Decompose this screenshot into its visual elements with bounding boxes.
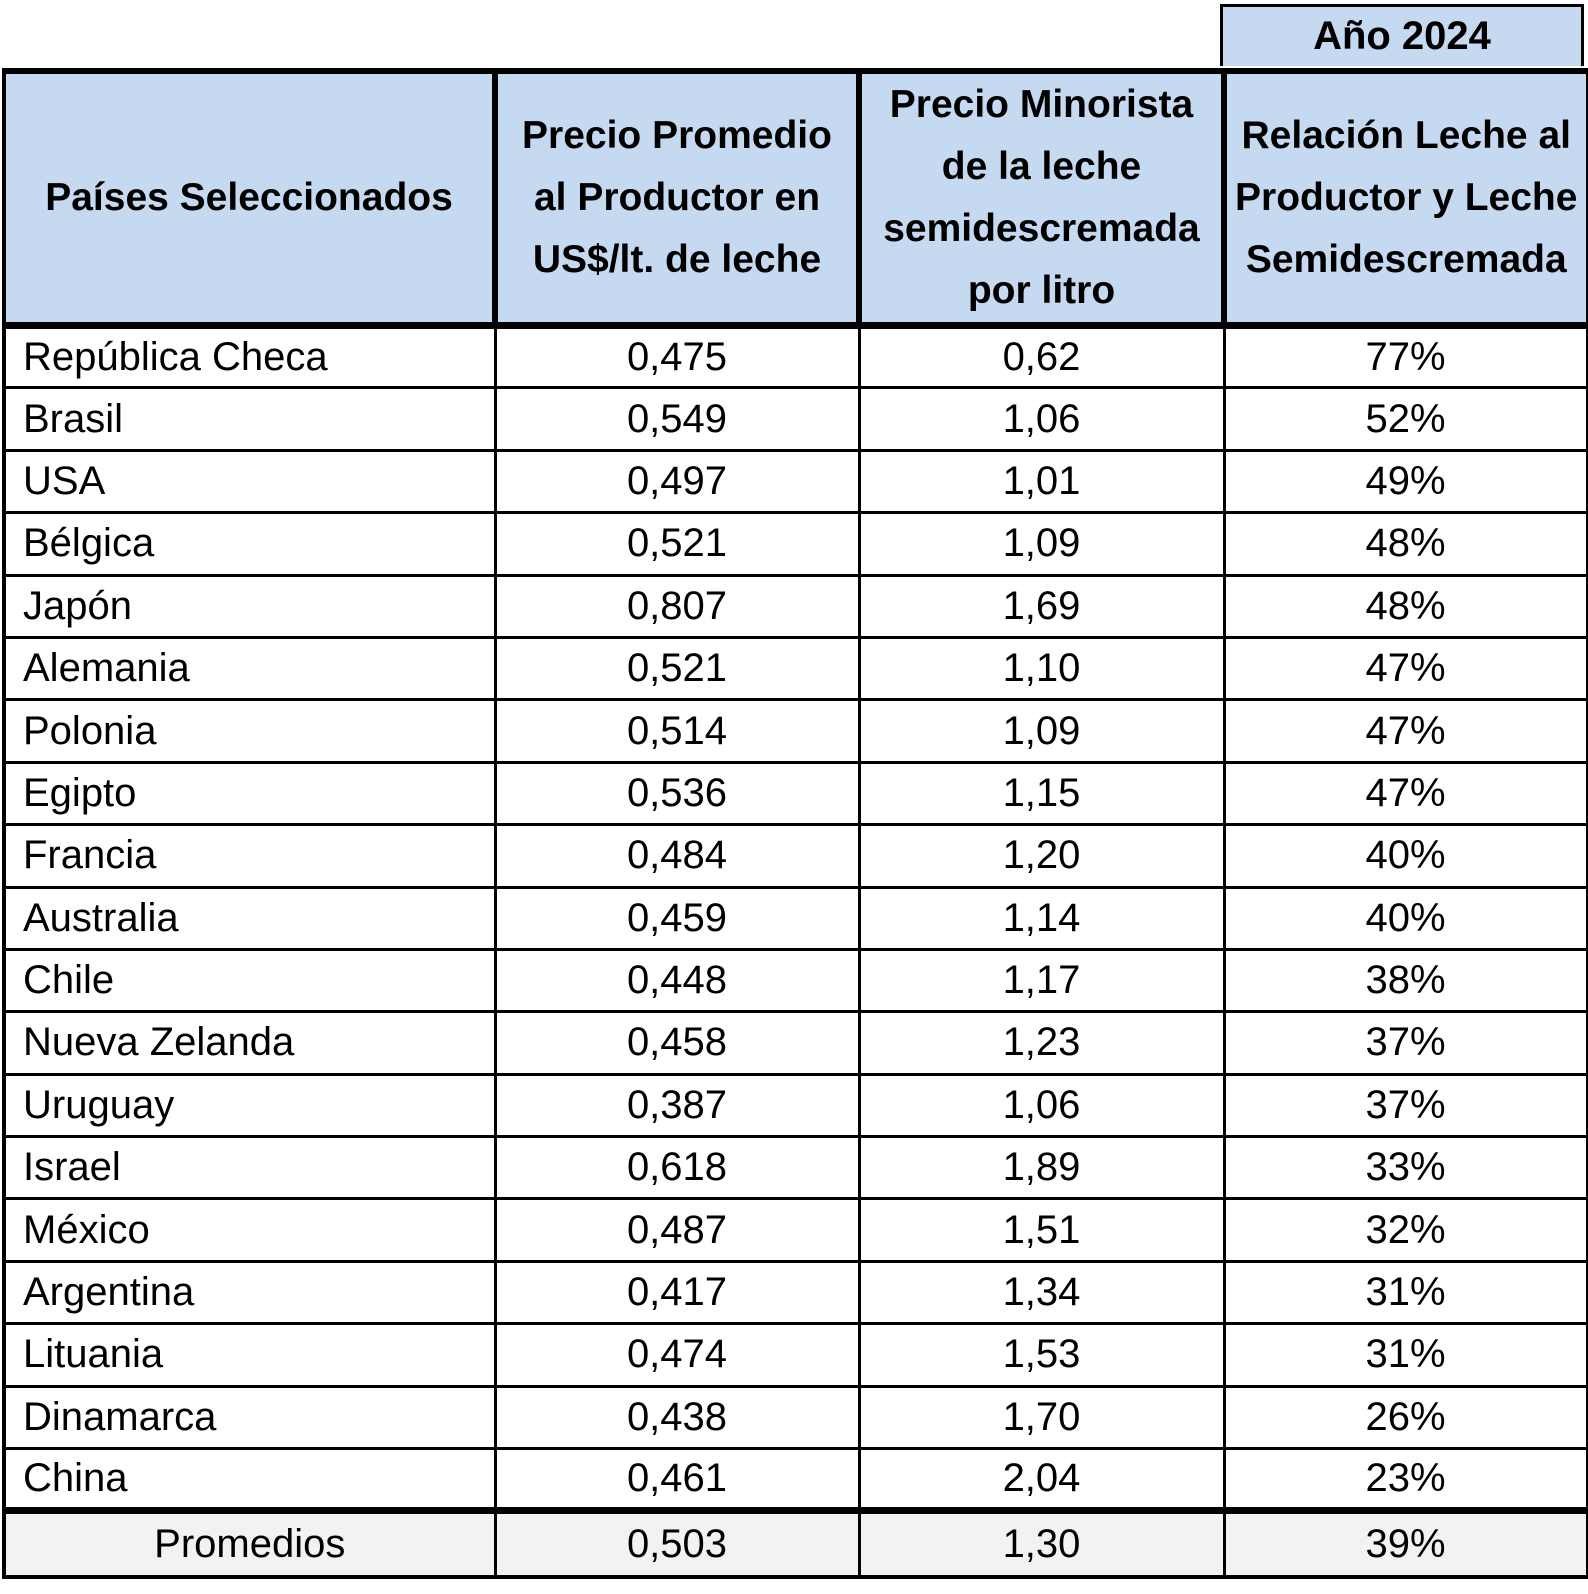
table-row [4,513,1588,575]
producer-price-cell: 0,474 [495,1324,859,1386]
table-row [4,1449,1588,1511]
table-row [4,825,1588,887]
producer-price-cell: 0,521 [495,637,859,699]
country-cell: Dinamarca [4,1386,495,1448]
country-cell: República Checa [4,326,495,388]
producer-price-cell: 0,458 [495,1012,859,1074]
retail-price-cell: 1,53 [859,1324,1224,1386]
retail-price-cell: 1,15 [859,762,1224,824]
retail-price-cell: 1,51 [859,1199,1224,1261]
table-row [4,1012,1588,1074]
ratio-cell: 32% [1224,1199,1588,1261]
ratio-cell: 47% [1224,637,1588,699]
ratio-cell: 23% [1224,1449,1588,1511]
country-cell: China [4,1449,495,1511]
country-cell: Egipto [4,762,495,824]
averages-ratio: 39% [1224,1511,1588,1577]
ratio-cell: 31% [1224,1261,1588,1323]
country-cell: Bélgica [4,513,495,575]
table-row [4,1386,1588,1448]
producer-price-cell: 0,514 [495,700,859,762]
ratio-cell: 31% [1224,1324,1588,1386]
producer-price-cell: 0,807 [495,575,859,637]
retail-price-cell: 1,09 [859,700,1224,762]
ratio-cell: 40% [1224,825,1588,887]
table-row [4,326,1588,388]
retail-price-cell: 1,34 [859,1261,1224,1323]
country-cell: Polonia [4,700,495,762]
milk-price-table [2,68,1588,1579]
header-row [4,71,1588,326]
table-row [4,1074,1588,1136]
table-row [4,388,1588,450]
producer-price-cell: 0,549 [495,388,859,450]
table-row [4,1261,1588,1323]
ratio-cell: 47% [1224,762,1588,824]
header-country: Países Seleccionados [4,71,495,326]
country-cell: Australia [4,887,495,949]
header-producer-price: Precio Promedio al Productor en US$/lt. de leche [495,71,859,326]
year-label: Año 2024 [1220,4,1584,66]
country-cell: Israel [4,1137,495,1199]
producer-price-cell: 0,536 [495,762,859,824]
table-row [4,575,1588,637]
ratio-cell: 38% [1224,949,1588,1011]
country-cell: México [4,1199,495,1261]
retail-price-cell: 1,10 [859,637,1224,699]
ratio-cell: 37% [1224,1012,1588,1074]
country-cell: Alemania [4,637,495,699]
table-row [4,450,1588,512]
producer-price-cell: 0,387 [495,1074,859,1136]
retail-price-cell: 1,20 [859,825,1224,887]
producer-price-cell: 0,475 [495,326,859,388]
retail-price-cell: 1,69 [859,575,1224,637]
table-row [4,1137,1588,1199]
producer-price-cell: 0,487 [495,1199,859,1261]
averages-producer-price: 0,503 [495,1511,859,1577]
producer-price-cell: 0,521 [495,513,859,575]
ratio-cell: 37% [1224,1074,1588,1136]
ratio-cell: 33% [1224,1137,1588,1199]
retail-price-cell: 1,01 [859,450,1224,512]
retail-price-cell: 1,17 [859,949,1224,1011]
country-cell: Brasil [4,388,495,450]
ratio-cell: 77% [1224,326,1588,388]
retail-price-cell: 1,23 [859,1012,1224,1074]
country-cell: Uruguay [4,1074,495,1136]
retail-price-cell: 1,89 [859,1137,1224,1199]
table-row [4,762,1588,824]
producer-price-cell: 0,448 [495,949,859,1011]
producer-price-cell: 0,497 [495,450,859,512]
retail-price-cell: 2,04 [859,1449,1224,1511]
table-row [4,949,1588,1011]
averages-label: Promedios [4,1511,495,1577]
country-cell: USA [4,450,495,512]
retail-price-cell: 1,14 [859,887,1224,949]
ratio-cell: 48% [1224,575,1588,637]
retail-price-cell: 0,62 [859,326,1224,388]
header-retail-price: Precio Minorista de la leche semidescremada por litro [859,71,1224,326]
table-body [4,326,1588,1511]
ratio-cell: 49% [1224,450,1588,512]
retail-price-cell: 1,06 [859,1074,1224,1136]
country-cell: Japón [4,575,495,637]
country-cell: Argentina [4,1261,495,1323]
producer-price-cell: 0,459 [495,887,859,949]
ratio-cell: 52% [1224,388,1588,450]
producer-price-cell: 0,461 [495,1449,859,1511]
country-cell: Nueva Zelanda [4,1012,495,1074]
retail-price-cell: 1,09 [859,513,1224,575]
averages-row [4,1511,1588,1577]
table-row [4,1324,1588,1386]
ratio-cell: 48% [1224,513,1588,575]
country-cell: Chile [4,949,495,1011]
table-row [4,700,1588,762]
producer-price-cell: 0,417 [495,1261,859,1323]
ratio-cell: 26% [1224,1386,1588,1448]
retail-price-cell: 1,70 [859,1386,1224,1448]
ratio-cell: 40% [1224,887,1588,949]
header-ratio: Relación Leche al Productor y Leche Semidescremada [1224,71,1588,326]
table-row [4,637,1588,699]
producer-price-cell: 0,618 [495,1137,859,1199]
retail-price-cell: 1,06 [859,388,1224,450]
country-cell: Francia [4,825,495,887]
table-row [4,887,1588,949]
producer-price-cell: 0,484 [495,825,859,887]
ratio-cell: 47% [1224,700,1588,762]
country-cell: Lituania [4,1324,495,1386]
producer-price-cell: 0,438 [495,1386,859,1448]
table-row [4,1199,1588,1261]
averages-retail-price: 1,30 [859,1511,1224,1577]
